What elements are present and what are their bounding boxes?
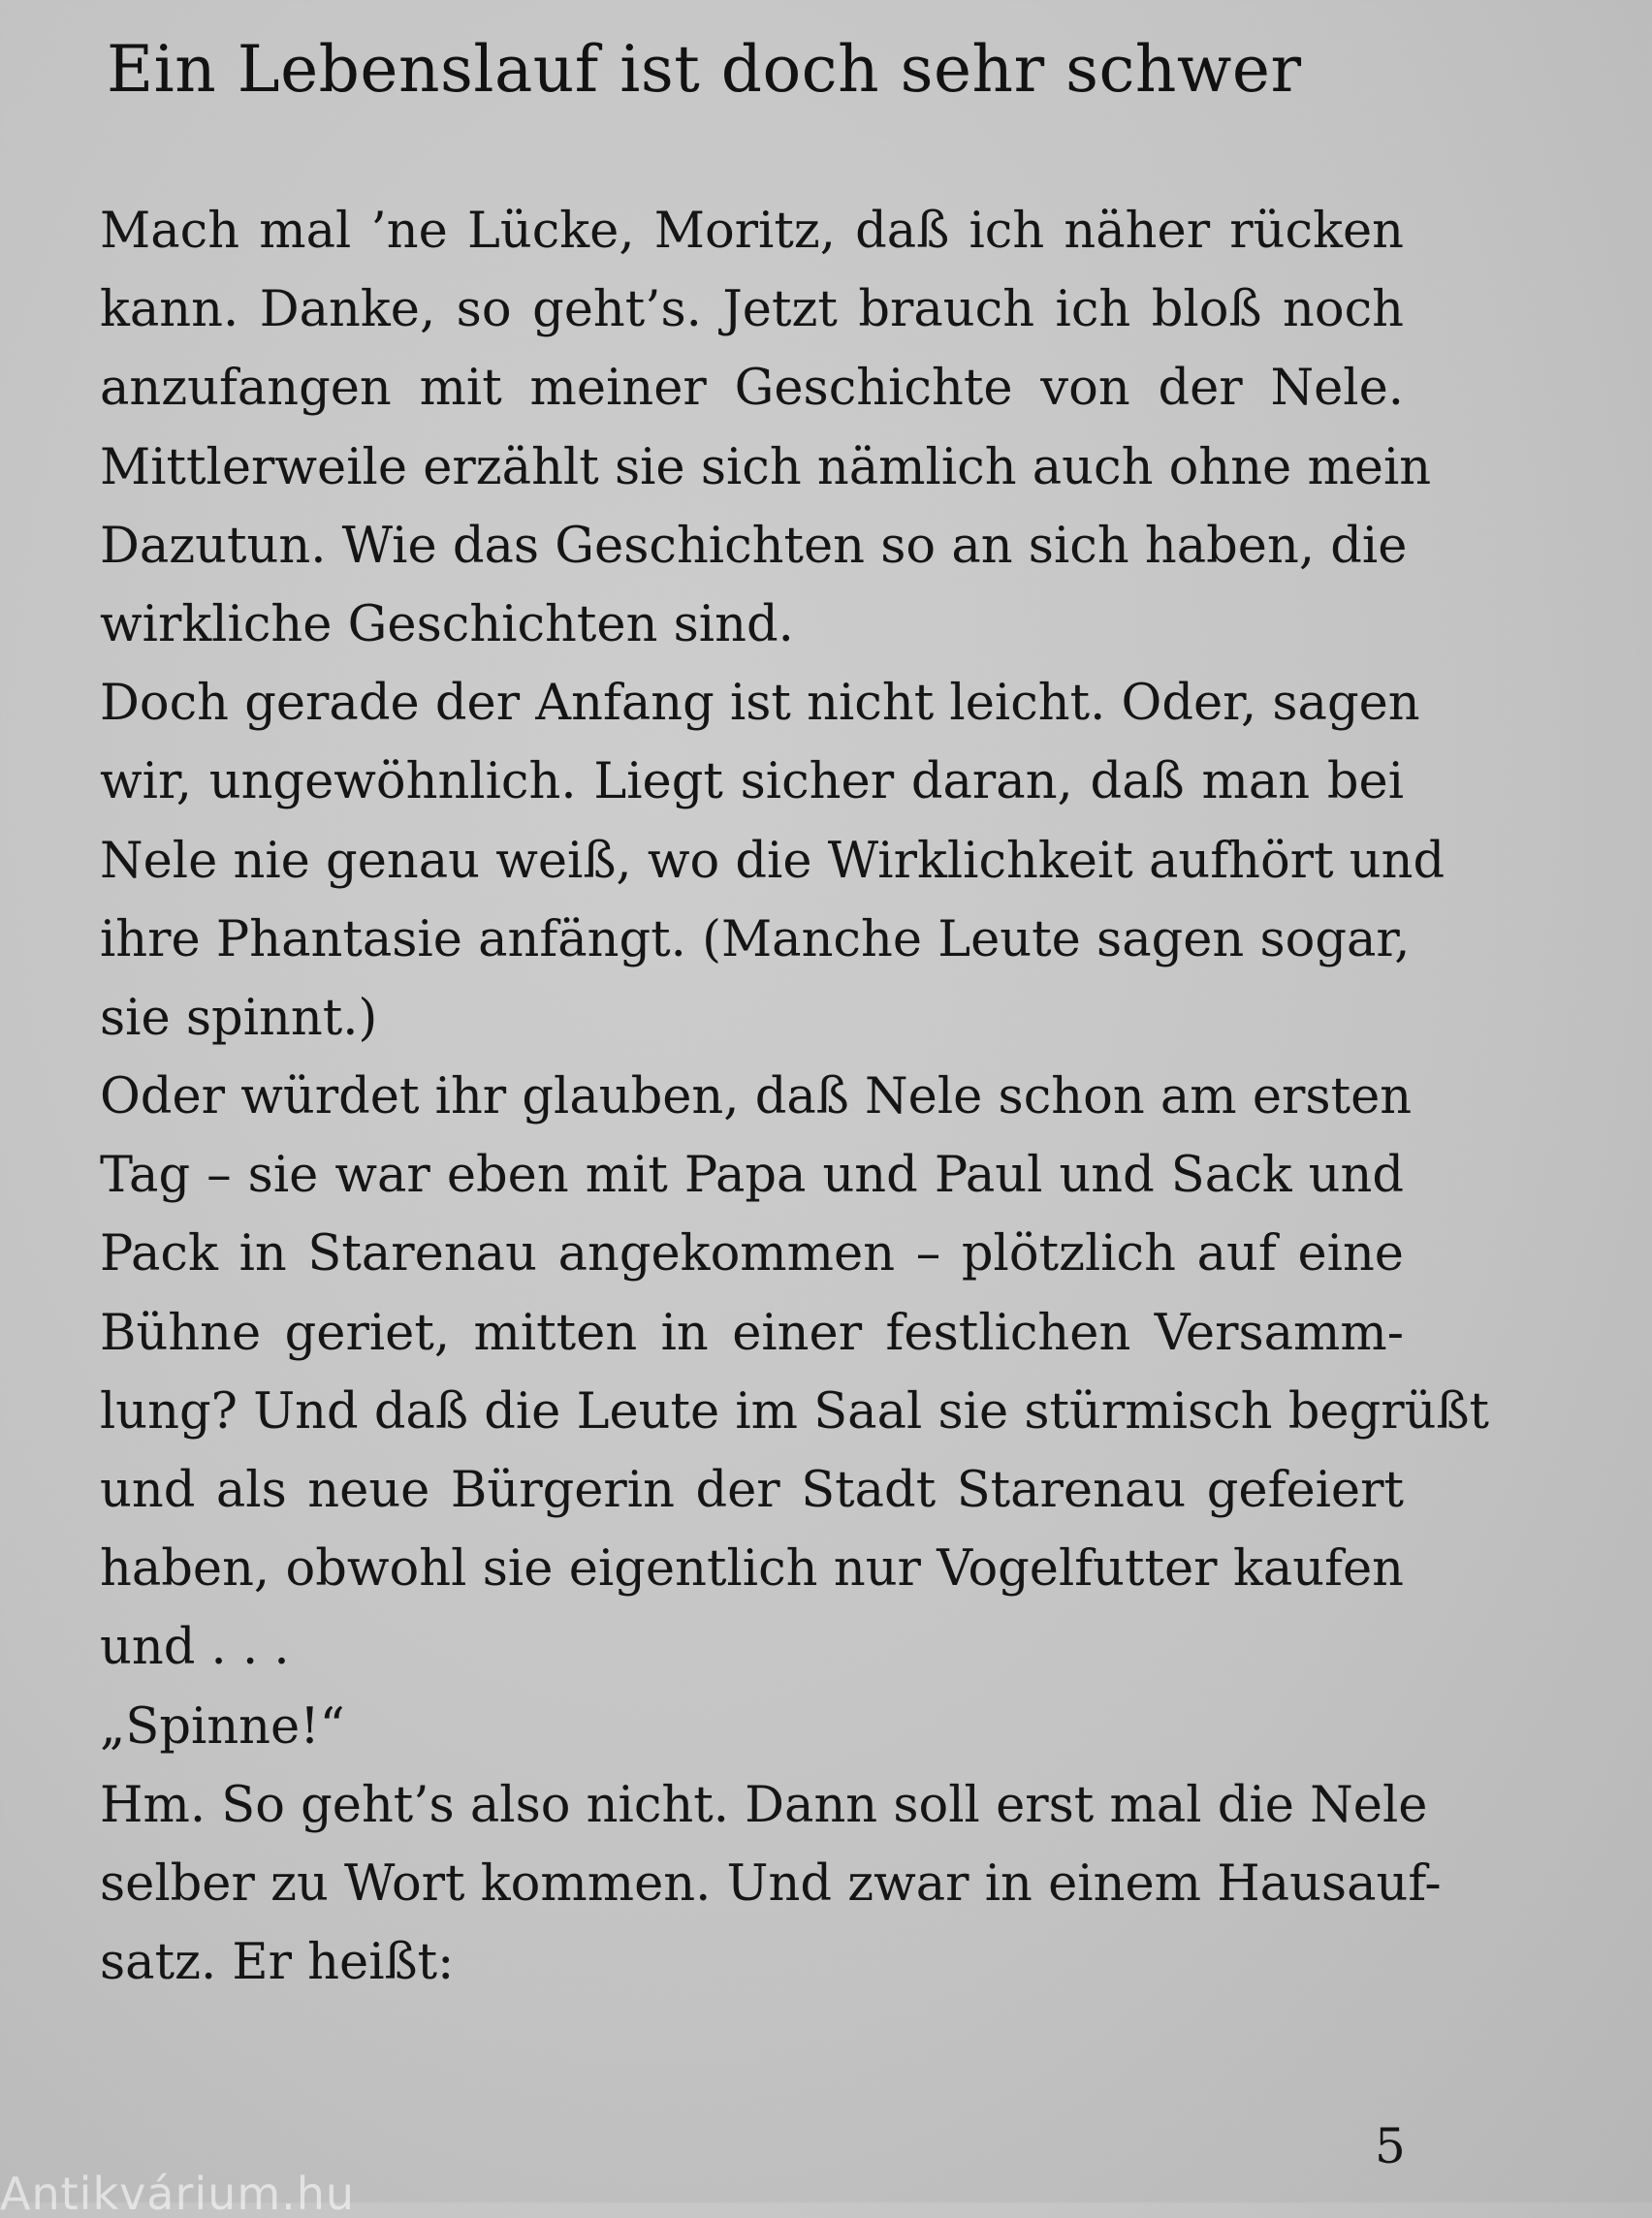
text-line: wirkliche Geschichten sind. xyxy=(100,595,794,653)
watermark: Antikvárium.hu xyxy=(0,2170,356,2218)
text-line: haben, obwohl sie eigentlich nur Vogelfutter kaufen xyxy=(100,1540,1404,1599)
chapter-title: Ein Lebenslauf ist doch sehr schwer xyxy=(107,32,1302,107)
text-line: sie spinnt.) xyxy=(100,989,378,1047)
text-line: kann. Danke, so geht’s. Jetzt brauch ich bloß noch xyxy=(100,281,1404,339)
text-line: Tag – sie war eben mit Papa und Paul und Sack und xyxy=(100,1147,1404,1205)
text-line: Bühne geriet, mitten in einer festlichen Versamm- xyxy=(100,1304,1404,1362)
text-line: Nele nie genau weiß, wo die Wirklichkeit aufhört und xyxy=(100,832,1446,890)
text-line: Mittlerweile erzählt sie sich nämlich auch ohne mein xyxy=(100,438,1432,496)
body-text xyxy=(100,192,1490,2002)
text-line: und . . . xyxy=(100,1619,290,1677)
text-line: Pack in Starenau angekommen – plötzlich auf eine xyxy=(100,1225,1404,1283)
text-line: satz. Er heißt: xyxy=(100,1934,455,1992)
text-line: Dazutun. Wie das Geschichten so an sich haben, die xyxy=(100,517,1408,575)
text-line: „Spinne!“ xyxy=(100,1697,345,1756)
text-line: Doch gerade der Anfang ist nicht leicht. Oder, sagen xyxy=(100,675,1420,733)
text-line: ihre Phantasie anfängt. (Manche Leute sagen sogar, xyxy=(100,910,1411,968)
text-line: wir, ungewöhnlich. Liegt sicher daran, daß man bei xyxy=(100,753,1404,811)
text-line: lung? Und daß die Leute im Saal sie stürmisch begrüßt xyxy=(100,1382,1490,1441)
text-line: selber zu Wort kommen. Und zwar in einem Hausauf- xyxy=(100,1854,1442,1913)
text-line: Oder würdet ihr glauben, daß Nele schon am ersten xyxy=(100,1068,1413,1126)
text-line: und als neue Bürgerin der Stadt Starenau gefeiert xyxy=(100,1462,1404,1519)
text-line: Hm. So geht’s also nicht. Dann soll erst mal die Nele xyxy=(100,1776,1428,1834)
page-number: 5 xyxy=(1375,2118,1406,2174)
text-line: anzufangen mit meiner Geschichte von der Nele. xyxy=(100,360,1404,418)
text-line: Mach mal ’ne Lücke, Moritz, daß ich näher rücken xyxy=(100,203,1404,260)
